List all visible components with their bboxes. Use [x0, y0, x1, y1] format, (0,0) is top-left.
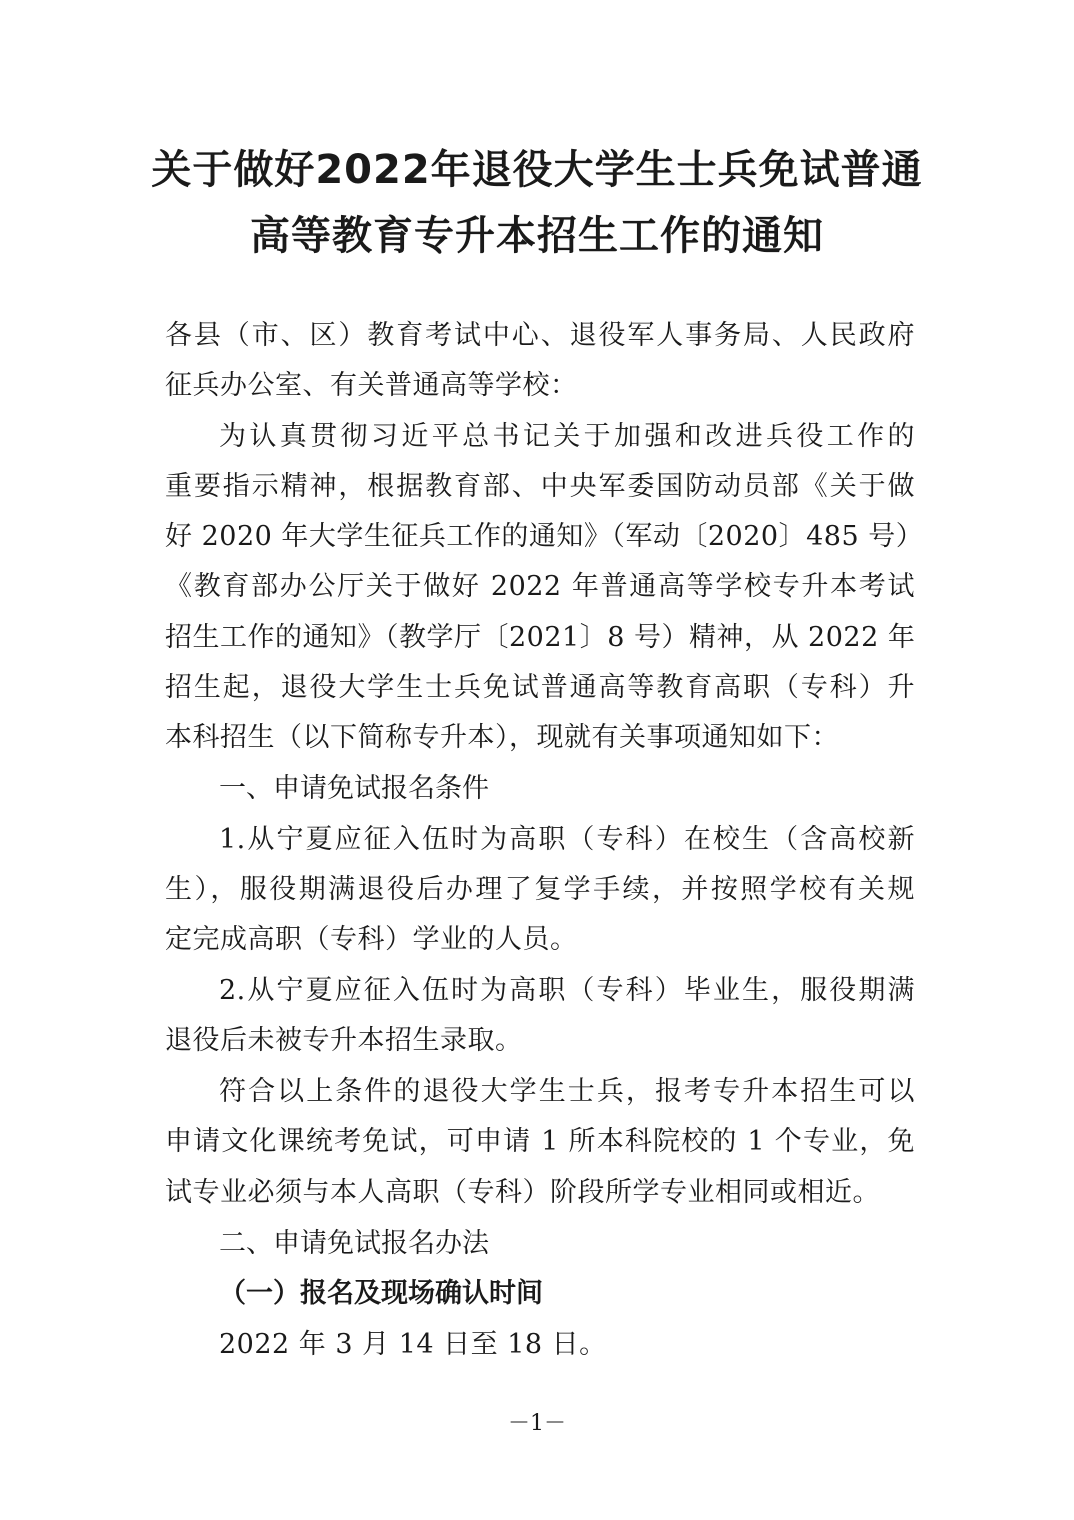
document-title-line-2: 高等教育专升本招生工作的通知 [250, 213, 824, 259]
intro-line-3: 好 2020 年大学生征兵工作的通知》（军动〔2020〕485 号） [165, 521, 924, 552]
intro-line-4: 《教育部办公厅关于做好 2022 年普通高等学校专升本考试 [165, 571, 915, 602]
subsection-1-heading: （一）报名及现场确认时间 [219, 1278, 543, 1309]
item-1-line-1: 1.从宁夏应征入伍时为高职（专科）在校生（含高校新 [219, 824, 915, 855]
section-2-heading: 二、申请免试报名办法 [219, 1228, 489, 1259]
page-number: －1－ [508, 1411, 566, 1436]
recipients-line-1: 各县（市、区）教育考试中心、退役军人事务局、人民政府 [165, 320, 915, 351]
document-title-line-1: 关于做好2022年退役大学生士兵免试普通 [151, 147, 923, 193]
eligibility-line-1: 符合以上条件的退役大学生士兵，报考专升本招生可以 [219, 1076, 915, 1107]
intro-line-5: 招生工作的通知》（教学厅〔2021〕8 号）精神，从 2022 年 [165, 622, 916, 653]
item-1-line-2: 生），服役期满退役后办理了复学手续，并按照学校有关规 [165, 874, 915, 905]
eligibility-line-2: 申请文化课统考免试，可申请 1 所本科院校的 1 个专业，免 [165, 1126, 915, 1157]
intro-line-6: 招生起，退役大学生士兵免试普通高等教育高职（专科）升 [165, 672, 915, 703]
intro-line-1: 为认真贯彻习近平总书记关于加强和改进兵役工作的 [219, 421, 915, 452]
intro-line-2: 重要指示精神，根据教育部、中央军委国防动员部《关于做 [165, 471, 915, 502]
section-1-heading: 一、申请免试报名条件 [219, 773, 489, 804]
eligibility-line-3: 试专业必须与本人高职（专科）阶段所学专业相同或相近。 [165, 1177, 880, 1208]
item-2-line-2: 退役后未被专升本招生录取。 [165, 1025, 523, 1056]
item-1-line-3: 定完成高职（专科）学业的人员。 [165, 924, 578, 955]
recipients-line-2: 征兵办公室、有关普通高等学校： [165, 370, 578, 401]
item-2-line-1: 2.从宁夏应征入伍时为高职（专科）毕业生，服役期满 [219, 975, 915, 1006]
dates-line: 2022 年 3 月 14 日至 18 日。 [219, 1329, 607, 1360]
intro-line-7: 本科招生（以下简称专升本），现就有关事项通知如下： [165, 722, 839, 753]
